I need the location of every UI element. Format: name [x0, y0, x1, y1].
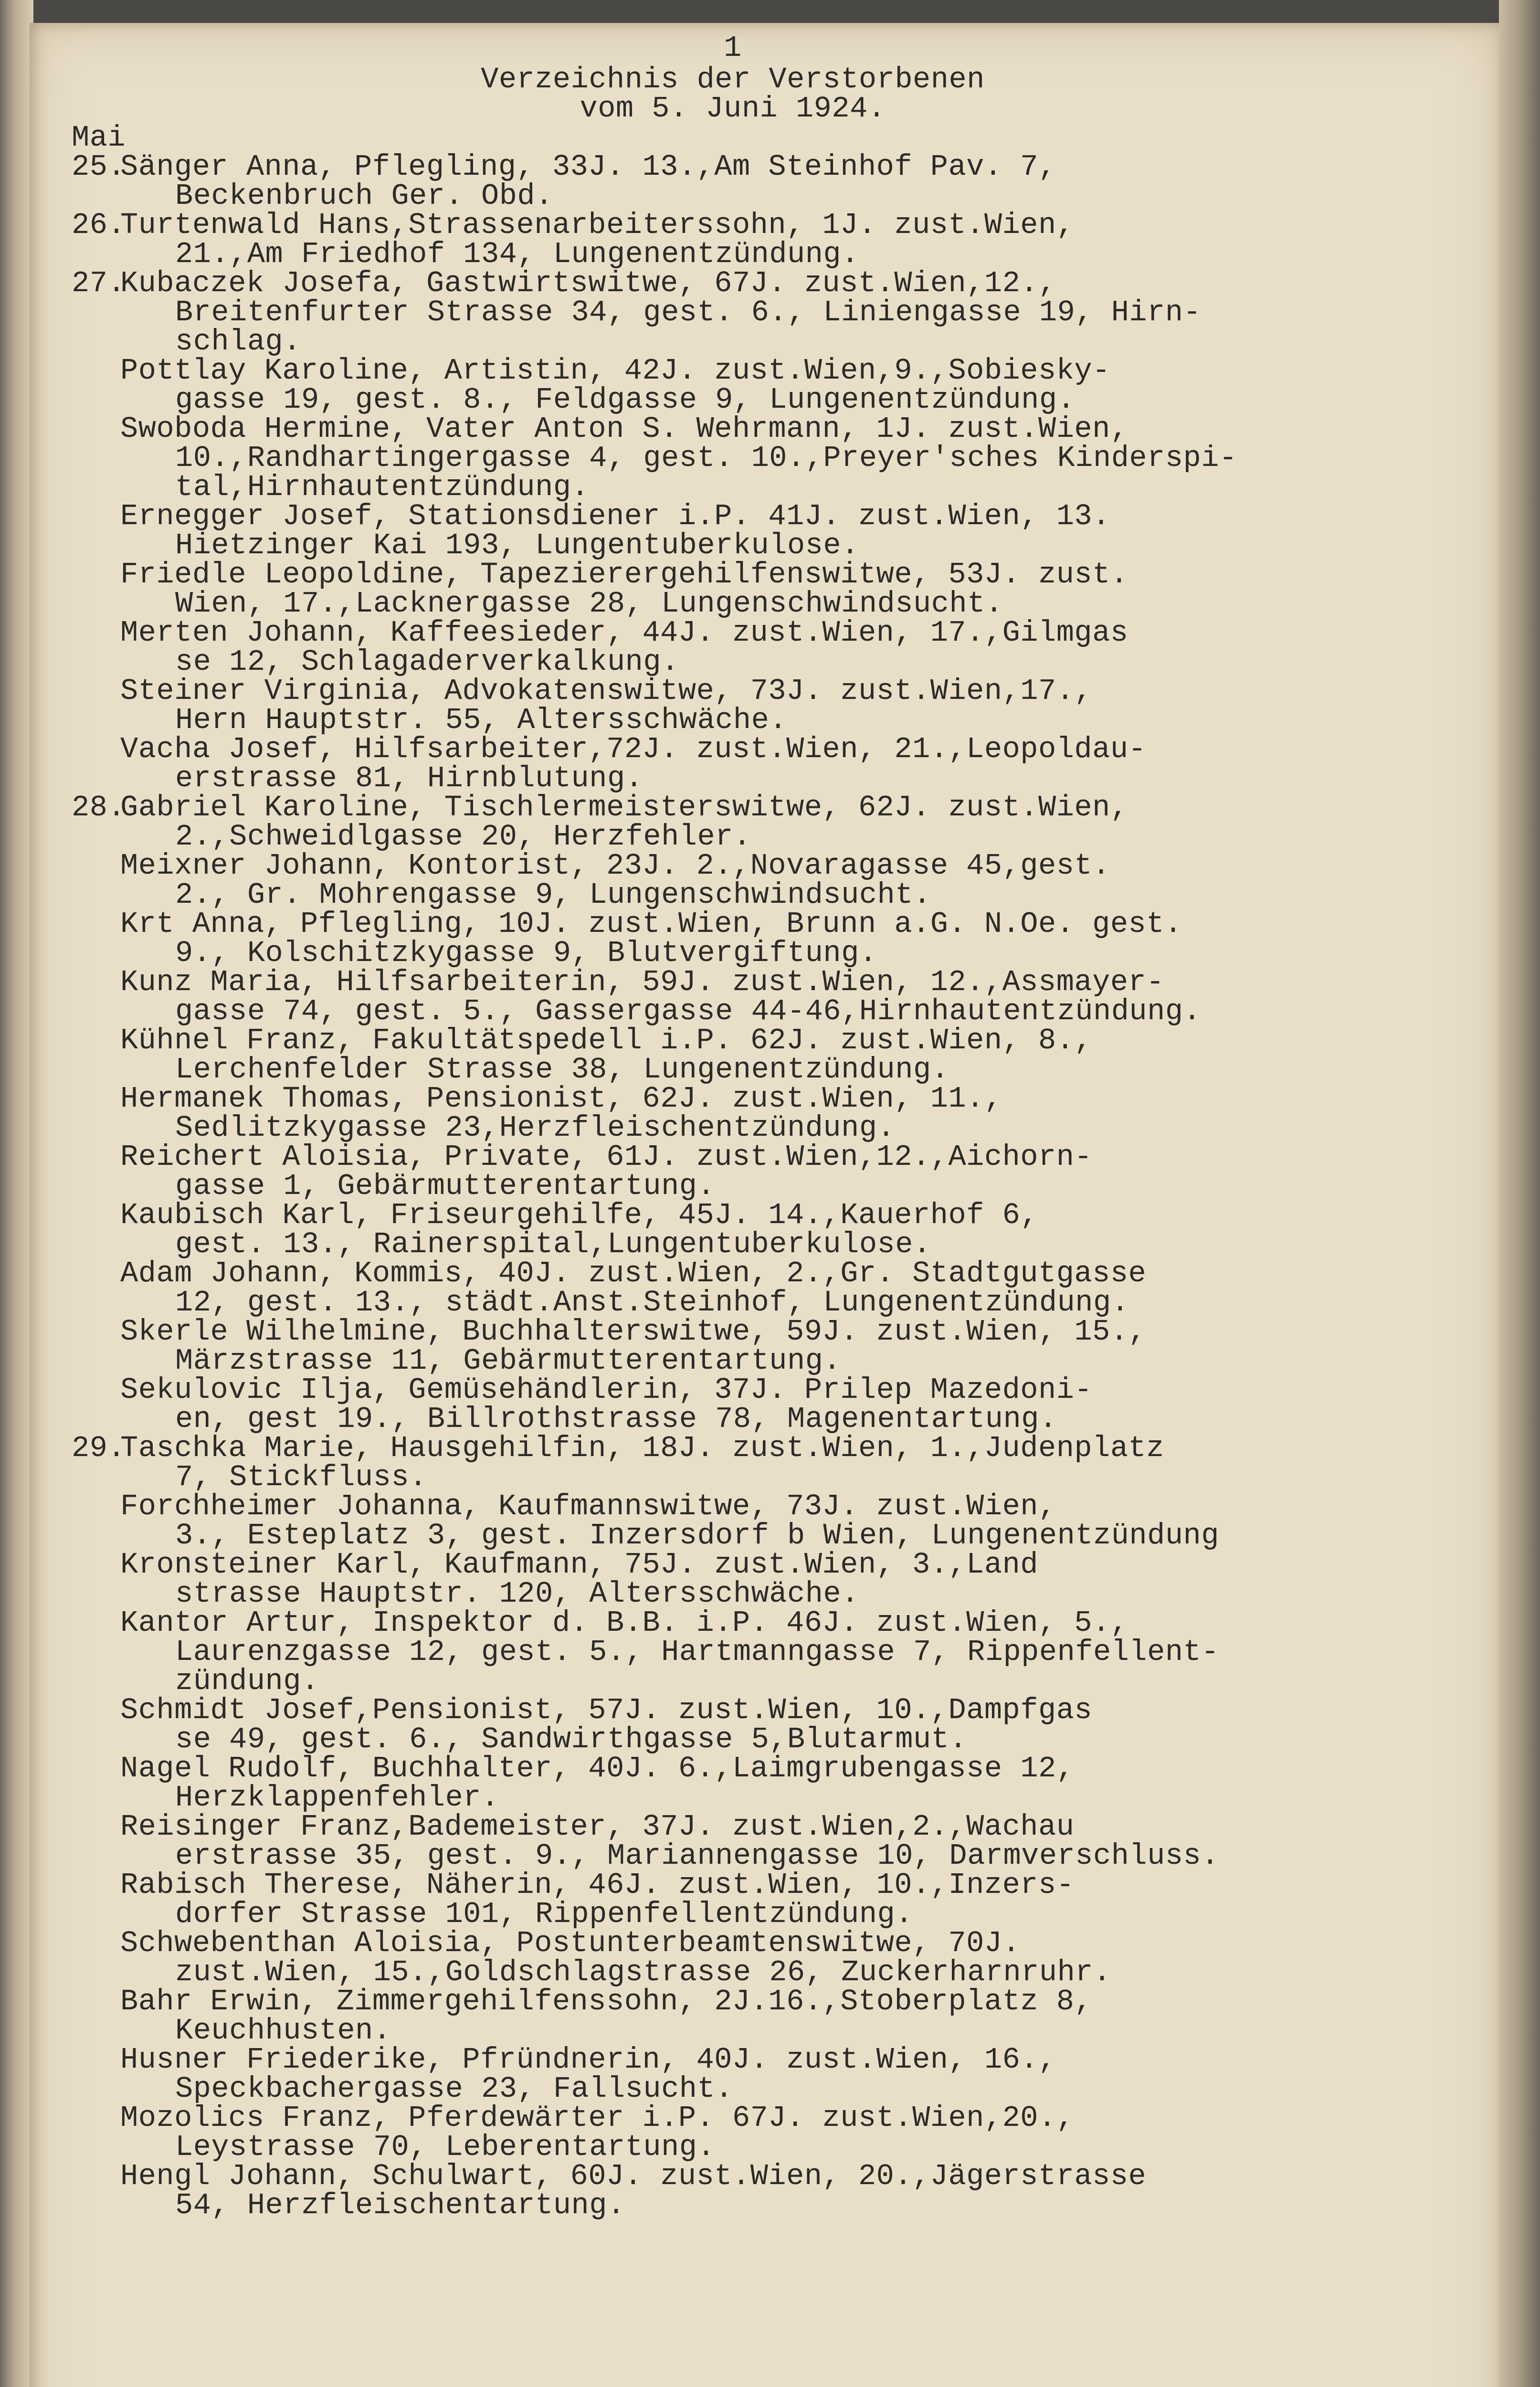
register-entry	[72, 1315, 1423, 1378]
entry-text	[120, 1608, 1423, 1696]
entry-text	[120, 1548, 1423, 1611]
entry-line-continuation: zündung.	[175, 1664, 319, 1698]
entry-date	[72, 1608, 120, 1696]
entry-text	[120, 732, 1423, 795]
entry-text	[120, 1926, 1423, 1989]
entry-line-continuation: 7, Stickfluss.	[175, 1460, 427, 1494]
register-entry	[72, 266, 1423, 359]
entry-line-continuation: Speckbachergasse 23, Fallsucht.	[175, 2072, 733, 2106]
entry-line-name: Kronsteiner Karl, Kaufmann, 75J. zust.Wien, 3.,Land	[120, 1548, 1039, 1582]
register-entry	[72, 1375, 1423, 1434]
entry-line-continuation: 2., Gr. Mohrengasse 9, Lungenschwindsucht.	[175, 878, 931, 912]
entry-line-name: Adam Johann, Kommis, 40J. zust.Wien, 2.,Gr. Stadtgutgasse	[120, 1257, 1147, 1290]
entry-date: 29.	[72, 1431, 126, 1465]
entry-line-continuation: Sedlitzkygasse 23,Herzfleischentzündung.	[175, 1111, 896, 1145]
entry-line-continuation: 10.,Randhartingergasse 4, gest. 10.,Preyer'sches Kinderspi-	[175, 441, 1237, 475]
register-entry	[72, 1548, 1423, 1611]
entry-date	[72, 735, 120, 793]
register-entry	[72, 2043, 1423, 2106]
register-entry	[72, 1693, 1423, 1756]
entry-date	[72, 2162, 120, 2220]
document-title: Verzeichnis der Verstorbenen	[481, 63, 985, 96]
entry-line-name: Turtenwald Hans,Strassenarbeiterssohn, 1J. zust.Wien,	[120, 208, 1075, 242]
register-entry	[72, 1082, 1423, 1145]
register-entry	[72, 1985, 1423, 2048]
register-entry	[72, 152, 1423, 211]
entry-line-continuation: 3., Esteplatz 3, gest. Inzersdorf b Wien, Lungenentzündung	[175, 1519, 1219, 1553]
entry-date	[72, 1550, 120, 1608]
entry-date	[72, 502, 120, 560]
entry-date: 27.	[72, 266, 126, 300]
register-entry	[72, 1431, 1423, 1494]
entry-line-continuation: tal,Hirnhautentzündung.	[175, 470, 590, 504]
entry-line-name: Schmidt Josef,Pensionist, 57J. zust.Wien, 10.,Dampfgas	[120, 1693, 1093, 1727]
entry-line-name: Ernegger Josef, Stationsdiener i.P. 41J. zust.Wien, 13.	[120, 499, 1110, 533]
register-entry	[72, 1198, 1423, 1261]
entry-line-name: Kantor Artur, Inspektor d. B.B. i.P. 46J. zust.Wien, 5.,	[120, 1606, 1129, 1640]
entry-line-name: Friedle Leopoldine, Tapezierergehilfenswitwe, 53J. zust.	[120, 558, 1129, 591]
entry-line-name: Nagel Rudolf, Buchhalter, 40J. 6.,Laimgrubengasse 12,	[120, 1752, 1075, 1785]
page-stack-edge	[1499, 0, 1540, 2387]
entry-date	[72, 676, 120, 735]
entry-line-name: Reichert Aloisia, Private, 61J. zust.Wien,12.,Aichorn-	[120, 1140, 1093, 1174]
entry-line-continuation: Breitenfurter Strasse 34, gest. 6., Liniengasse 19, Hirn-	[175, 296, 1202, 329]
register-entry	[72, 965, 1423, 1028]
entry-line-continuation: 21.,Am Friedhof 134, Lungenentzündung.	[175, 237, 859, 271]
book-spine-edge	[0, 0, 33, 2387]
entry-text	[120, 558, 1423, 621]
entry-line-continuation: Herzklappenfehler.	[175, 1781, 499, 1815]
register-entry	[72, 1142, 1423, 1201]
entry-line-name: Husner Friederike, Pfründnerin, 40J. zust.Wien, 16.,	[120, 2043, 1056, 2077]
register-entry	[72, 2103, 1423, 2162]
register-entry	[72, 1024, 1423, 1087]
entry-text	[120, 849, 1423, 912]
entry-date: 28.	[72, 791, 126, 824]
entry-text	[120, 208, 1423, 271]
register-entry	[72, 208, 1423, 271]
entry-line-continuation: 9., Kolschitzkygasse 9, Blutvergiftung.	[175, 936, 877, 970]
entry-text	[120, 2159, 1423, 2222]
register-entry	[72, 1752, 1423, 1815]
entry-line-continuation: 54, Herzfleischentartung.	[175, 2188, 625, 2222]
entry-date	[72, 1259, 120, 1317]
entry-line-continuation: gasse 1, Gebärmutterentartung.	[175, 1169, 716, 1203]
entry-line-continuation: 2.,Schweidlgasse 20, Herzfehler.	[175, 820, 751, 854]
entry-text	[120, 2043, 1423, 2106]
entry-text	[120, 1024, 1423, 1087]
entry-line-continuation: Keuchhusten.	[175, 2014, 391, 2048]
register-entry	[72, 354, 1423, 417]
entry-line-name: Swoboda Hermine, Vater Anton S. Wehrmann, 1J. zust.Wien,	[120, 412, 1129, 446]
entry-date	[72, 1929, 120, 1987]
entry-date: 26.	[72, 208, 126, 242]
entry-text	[120, 1082, 1423, 1145]
register-entry	[72, 676, 1423, 735]
entry-date	[72, 909, 120, 968]
register-entry	[72, 1870, 1423, 1929]
entry-date	[72, 356, 120, 414]
entry-date	[72, 1375, 120, 1434]
register-entry	[72, 1608, 1423, 1696]
entry-text	[120, 1375, 1423, 1434]
entry-line-continuation: Wien, 17.,Lacknergasse 28, Lungenschwindsucht.	[175, 587, 1003, 621]
entry-line-name: Kunz Maria, Hilfsarbeiterin, 59J. zust.Wien, 12.,Assmayer-	[120, 965, 1164, 999]
entry-line-continuation: gasse 74, gest. 5., Gassergasse 44-46,Hirnhautentzündung.	[175, 994, 1202, 1028]
entry-text	[120, 1431, 1423, 1494]
month-label: Mai	[72, 121, 126, 155]
entry-line-name: Schwebenthan Aloisia, Postunterbeamtenswitwe, 70J.	[120, 1926, 1021, 1960]
entry-date	[72, 1870, 120, 1929]
entry-line-continuation: Märzstrasse 11, Gebärmutterentartung.	[175, 1344, 842, 1378]
entry-text	[120, 266, 1423, 359]
entry-line-continuation: se 49, gest. 6., Sandwirthgasse 5,Blutarmut.	[175, 1722, 968, 1756]
register-entry	[72, 1926, 1423, 1989]
register-entry	[72, 1810, 1423, 1873]
entry-date	[72, 1696, 120, 1754]
entry-line-continuation: Lerchenfelder Strasse 38, Lungenentzündung.	[175, 1053, 949, 1087]
entry-line-name: Pottlay Karoline, Artistin, 42J. zust.Wien,9.,Sobiesky-	[120, 354, 1110, 388]
entry-line-name: Kühnel Franz, Fakultätspedell i.P. 62J. zust.Wien, 8.,	[120, 1024, 1093, 1057]
entry-line-name: Vacha Josef, Hilfsarbeiter,72J. zust.Wien, 21.,Leopoldau-	[120, 732, 1147, 766]
entry-date	[72, 1317, 120, 1375]
entry-text	[120, 1752, 1423, 1815]
entry-line-continuation: gest. 13., Rainerspital,Lungentuberkulose.	[175, 1227, 931, 1261]
entry-line-name: Skerle Wilhelmine, Buchhalterswitwe, 59J. zust.Wien, 15.,	[120, 1315, 1147, 1349]
entry-line-name: Steiner Virginia, Advokatenswitwe, 73J. zust.Wien,17.,	[120, 674, 1093, 708]
entry-date	[72, 1201, 120, 1259]
entry-date	[72, 1987, 120, 2045]
register-entry	[72, 2159, 1423, 2222]
entry-line-continuation: 12, gest. 13., städt.Anst.Steinhof, Lungenentzündung.	[175, 1286, 1129, 1320]
entry-date	[72, 1026, 120, 1084]
entry-line-name: Hermanek Thomas, Pensionist, 62J. zust.Wien, 11.,	[120, 1082, 1002, 1116]
register-content	[72, 33, 1423, 2220]
entry-date	[72, 968, 120, 1026]
entry-line-name: Bahr Erwin, Zimmergehilfenssohn, 2J.16.,Stoberplatz 8,	[120, 1985, 1093, 2018]
entry-line-continuation: Hietzinger Kai 193, Lungentuberkulose.	[175, 528, 859, 562]
entry-text	[120, 791, 1423, 854]
entry-line-continuation: zust.Wien, 15.,Goldschlagstrasse 26, Zuckerharnruhr.	[175, 1955, 1111, 1989]
entry-line-name: Krt Anna, Pflegling, 10J. zust.Wien, Brunn a.G. N.Oe. gest.	[120, 907, 1182, 941]
register-entry	[72, 909, 1423, 968]
entry-date: 25.	[72, 150, 126, 184]
register-entry	[72, 791, 1423, 854]
entry-line-continuation: erstrasse 81, Hirnblutung.	[175, 761, 643, 795]
entry-text	[120, 2103, 1423, 2162]
entry-text	[120, 1693, 1423, 1756]
entry-text	[120, 676, 1423, 735]
entry-line-continuation: Laurenzgasse 12, gest. 5., Hartmanngasse 7, Rippenfellent-	[175, 1635, 1219, 1669]
entry-line-continuation: Hern Hauptstr. 55, Altersschwäche.	[175, 703, 788, 737]
entry-text	[120, 414, 1423, 502]
entry-line-continuation: erstrasse 35, gest. 9., Mariannengasse 10, Darmverschluss.	[175, 1839, 1219, 1873]
entry-line-continuation: Beckenbruch Ger. Obd.	[175, 179, 553, 213]
register-entry	[72, 616, 1423, 679]
entry-line-name: Kaubisch Karl, Friseurgehilfe, 45J. 14.,Kauerhof 6,	[120, 1198, 1039, 1232]
entry-line-name: Kubaczek Josefa, Gastwirtswitwe, 67J. zust.Wien,12.,	[120, 266, 1056, 300]
entry-line-continuation: gasse 19, gest. 8., Feldgasse 9, Lungenentzündung.	[175, 383, 1076, 417]
entry-text	[120, 1489, 1423, 1553]
entry-line-continuation: se 12, Schlagaderverkalkung.	[175, 645, 679, 679]
entry-line-name: Meixner Johann, Kontorist, 23J. 2.,Novaragasse 45,gest.	[120, 849, 1110, 883]
entry-line-continuation: dorfer Strasse 101, Rippenfellentzündung.	[175, 1897, 913, 1931]
entry-text	[120, 965, 1423, 1028]
register-entry	[72, 732, 1423, 795]
entry-line-continuation: en, gest 19., Billrothstrasse 78, Magenentartung.	[175, 1402, 1057, 1436]
register-entry	[72, 558, 1423, 621]
entry-line-name: Sekulovic Ilja, Gemüsehändlerin, 37J. Prilep Mazedoni-	[120, 1373, 1093, 1407]
entry-date	[72, 1754, 120, 1812]
entry-date	[72, 1492, 120, 1550]
entry-text	[120, 354, 1423, 417]
entry-text	[120, 1985, 1423, 2048]
entry-date	[72, 2103, 120, 2162]
entry-line-name: Taschka Marie, Hausgehilfin, 18J. zust.Wien, 1.,Judenplatz	[120, 1431, 1164, 1465]
register-entry	[72, 499, 1423, 562]
entry-date	[72, 560, 120, 618]
entry-line-name: Reisinger Franz,Bademeister, 37J. zust.Wien,2.,Wachau	[120, 1810, 1075, 1844]
entry-text	[120, 1315, 1423, 1378]
register-entry	[72, 414, 1423, 502]
entry-line-continuation: schlag.	[175, 325, 301, 359]
entry-list	[72, 152, 1423, 2220]
document-subtitle: vom 5. Juni 1924.	[580, 92, 886, 126]
entry-line-name: Sänger Anna, Pflegling, 33J. 13.,Am Steinhof Pav. 7,	[120, 150, 1056, 184]
entry-line-continuation: Leystrasse 70, Leberentartung.	[175, 2130, 716, 2164]
entry-line-name: Gabriel Karoline, Tischlermeisterswitwe, 62J. zust.Wien,	[120, 791, 1129, 824]
entry-date	[72, 1812, 120, 1870]
entry-text	[120, 1257, 1423, 1320]
entry-date	[72, 1142, 120, 1201]
entry-text	[120, 152, 1423, 211]
entry-date	[72, 851, 120, 909]
entry-date	[72, 1084, 120, 1142]
entry-text	[120, 616, 1423, 679]
entry-line-name: Mozolics Franz, Pferdewärter i.P. 67J. zust.Wien,20.,	[120, 2101, 1075, 2135]
entry-text	[120, 1198, 1423, 1261]
entry-date	[72, 2045, 120, 2103]
entry-line-continuation: strasse Hauptstr. 120, Altersschwäche.	[175, 1577, 859, 1611]
entry-text	[120, 909, 1423, 968]
register-entry	[72, 1489, 1423, 1553]
entry-line-name: Hengl Johann, Schulwart, 60J. zust.Wien, 20.,Jägerstrasse	[120, 2159, 1147, 2193]
entry-line-name: Merten Johann, Kaffeesieder, 44J. zust.Wien, 17.,Gilmgas	[120, 616, 1129, 650]
entry-line-name: Forchheimer Johanna, Kaufmannswitwe, 73J. zust.Wien,	[120, 1489, 1056, 1523]
register-entry	[72, 1257, 1423, 1320]
register-entry	[72, 849, 1423, 912]
entry-text	[120, 1870, 1423, 1929]
entry-date	[72, 618, 120, 676]
entry-date	[72, 414, 120, 502]
page-number: 1	[724, 31, 742, 65]
entry-text	[120, 1142, 1423, 1201]
entry-line-name: Rabisch Therese, Näherin, 46J. zust.Wien, 10.,Inzers-	[120, 1868, 1075, 1902]
entry-text	[120, 1810, 1423, 1873]
entry-text	[120, 499, 1423, 562]
